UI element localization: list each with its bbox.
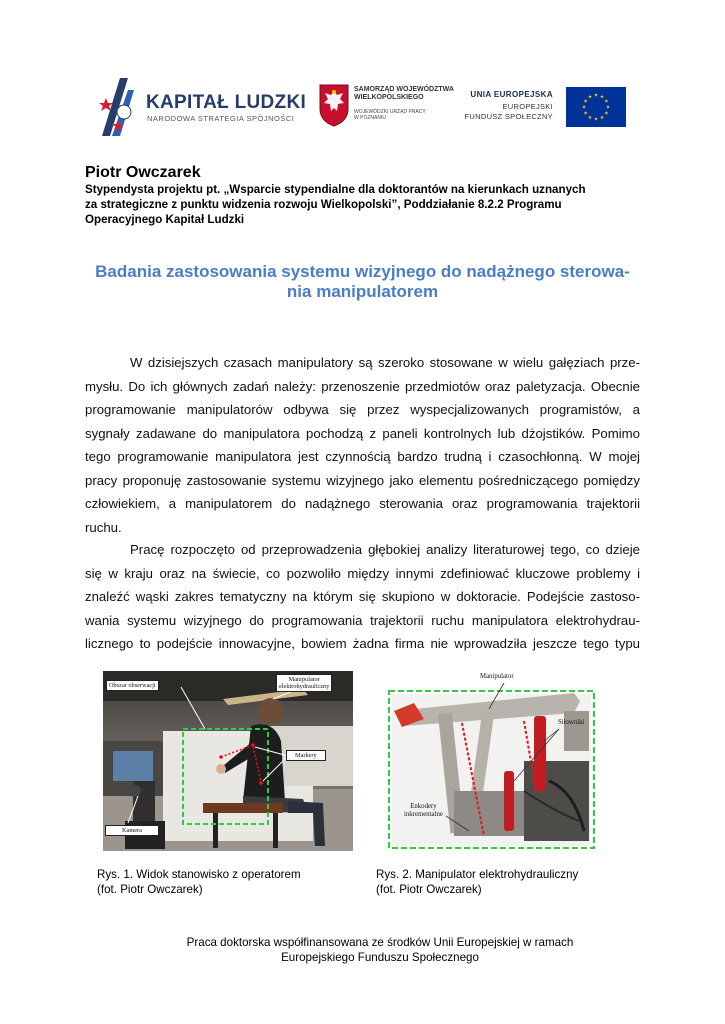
- scholarship-line: Stypendysta projektu pt. „Wsparcie stypendialne dla doktorantów na kierunkach uznanych: [85, 183, 586, 196]
- figure-manipulator: [384, 671, 600, 851]
- kapital-ludzki-subtitle: NARODOWA STRATEGIA SPÓJNOŚCI: [147, 114, 295, 123]
- document-title: [80, 262, 645, 302]
- figure2-caption-line1: Rys. 2. Manipulator elektrohydrauliczny: [376, 868, 579, 881]
- label-encoders-line1: Enkodery: [410, 803, 437, 810]
- funding-footer: [100, 935, 660, 965]
- label-manipulator-line2: elektrohydrauliczny: [279, 683, 330, 690]
- label-manipulator-line1: Manipulator: [288, 676, 320, 683]
- text-line: Pracę rozpoczęto od przeprowadzenia głębokiej analizy literaturowej tego, co dzieje: [130, 542, 640, 557]
- paragraph-1: [85, 351, 640, 539]
- wup-line2: W POZNANIU: [354, 115, 386, 121]
- figure1-caption-line2: (fot. Piotr Owczarek): [97, 883, 203, 896]
- wielkopolska-eagle-crest-icon: [318, 83, 350, 127]
- text-line: sygnały zadawane do manipulatora pochodzą z paneli kontrolnych lub dżojstików. Pomimo: [85, 425, 640, 441]
- label-manipulator-hydraulic: [276, 674, 332, 692]
- label-encoders-line2: inkrementalne: [404, 810, 443, 818]
- operator-station-photo: [103, 671, 353, 851]
- text-line: W dzisiejszych czasach manipulatory są szeroko stosowane w wielu gałęziach prze-: [130, 355, 640, 370]
- manipulator-photo: [384, 671, 600, 851]
- unia-europejska-logo: [466, 87, 626, 129]
- text-line: się w kraju oraz na świecie, co pozwoliło między innymi zdefiniować kluczowe problemy i: [85, 565, 640, 581]
- title-line2: nia manipulatorem: [286, 282, 439, 301]
- label-encoders: [404, 803, 443, 818]
- text-line: mysłu. Do ich głównych zadań należy: przenoszenie przedmiotów oraz paletyzacja. Obecnie: [85, 378, 640, 394]
- kapital-ludzki-logo: [98, 76, 307, 138]
- kapital-ludzki-title: KAPITAŁ LUDZKI: [146, 92, 307, 113]
- wup-line1: WOJEWÓDZKI URZĄD PRACY: [354, 109, 426, 115]
- footer-line1: Praca doktorska współfinansowana ze środków Unii Europejskiej w ramach: [186, 936, 574, 949]
- figure2-caption: [376, 867, 578, 897]
- title-line1: Badania zastosowania systemu wizyjnego do nadążnego sterowa-: [95, 262, 630, 281]
- scholarship-line: Operacyjnego Kapitał Ludzki: [85, 213, 245, 226]
- wup-name: [354, 109, 426, 121]
- label-observation-area: Obszar obserwacji: [106, 680, 159, 691]
- text-line: znaleźć wąski zakres tematyczny na którym się skupiono w doktoracie. Podejście zastoso-: [85, 589, 640, 604]
- text-line: wania systemu wizyjnego do programowania trajektorii ruchu manipulatora elektrohydrau-: [85, 612, 640, 628]
- label-camera: Kamera: [105, 825, 159, 836]
- figure2-caption-line2: (fot. Piotr Owczarek): [376, 883, 482, 896]
- figure1-caption: [97, 867, 301, 897]
- footer-line2: Europejskiego Funduszu Społecznego: [281, 951, 479, 964]
- label-markers: Markery: [286, 750, 326, 761]
- author-name: Piotr Owczarek: [85, 164, 201, 181]
- ue-line2: EUROPEJSKI: [502, 102, 553, 111]
- text-line: licznego to podejście innowacyjne, bowiem żadna firma nie wprowadziła jeszcze tego typu: [85, 636, 640, 651]
- kapital-ludzki-emblem-icon: [98, 76, 144, 138]
- figure-operator-station: [103, 671, 353, 851]
- label-manipulator: Manipulator: [480, 673, 514, 680]
- text-line: tego programowanie manipulatora jest czynnością bardzo trudną i czasochłonną. W mojej: [85, 449, 640, 464]
- paragraph-2: [85, 538, 640, 656]
- samorzad-line1: SAMORZĄD WOJEWÓDZTWA: [354, 86, 454, 93]
- text-line: człowiekiem, a manipulatorem do nadążnego sterowania oraz programowania trajektorii: [85, 496, 640, 511]
- eu-flag-icon: [566, 87, 626, 127]
- text-line: programowanie manipulatorów odbywa się przez wyspecjalizowanych programistów, a: [85, 402, 640, 417]
- label-actuators: Siłowniki: [558, 719, 585, 726]
- ue-line3: FUNDUSZ SPOŁECZNY: [464, 112, 553, 121]
- samorzad-wojewodztwa-logo: [318, 83, 454, 131]
- figure1-caption-line1: Rys. 1. Widok stanowisko z operatorem: [97, 868, 301, 881]
- ue-title: UNIA EUROPEJSKA: [470, 90, 553, 99]
- samorzad-line2: WIELKOPOLSKIEGO: [354, 94, 424, 101]
- text-line: ruchu.: [85, 519, 122, 535]
- text-line: pracy proponuję zastosowanie systemu wizyjnego jako elementu pośredniczącego pomiędzy: [85, 472, 640, 488]
- scholarship-description: [85, 182, 645, 227]
- scholarship-line: za strategiczne z punktu widzenia rozwoju Wielkopolski”, Poddziałanie 8.2.2 Programu: [85, 198, 562, 211]
- samorzad-name: [354, 86, 454, 102]
